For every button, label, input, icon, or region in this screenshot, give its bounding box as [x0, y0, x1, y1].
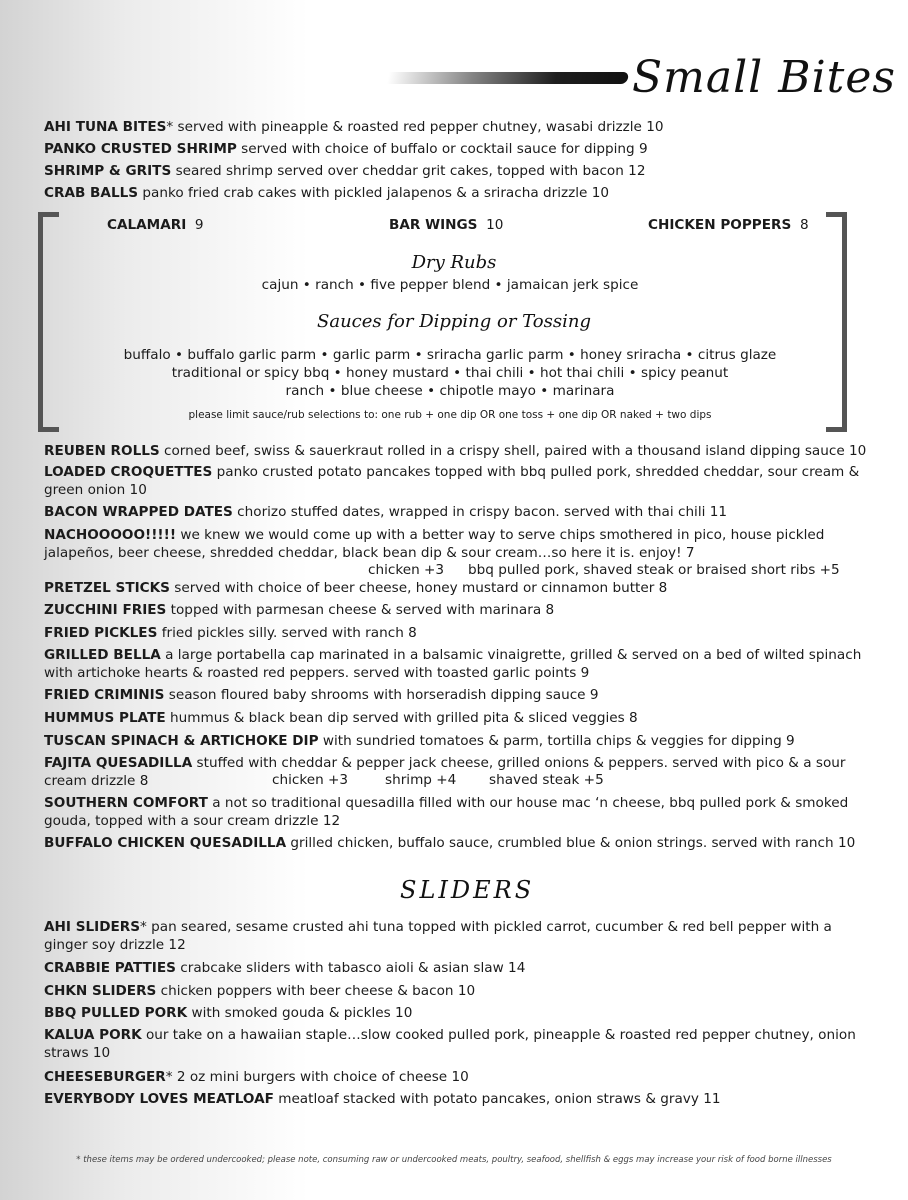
item-desc: panko crusted potato pancakes topped with bbq pulled pork, shredded cheddar, sour cream & green onion 10 [44, 464, 860, 498]
item-name: ZUCCHINI FRIES [44, 602, 167, 618]
menu-item-bar-wings [389, 217, 503, 233]
menu-item-calamari [107, 217, 204, 233]
item-name: HUMMUS PLATE [44, 710, 166, 726]
menu-item-panko-crusted-shrimp [44, 140, 864, 158]
item-desc: a not so traditional quesadilla filled with our house mac ‘n cheese, bbq pulled pork & smoked gouda, topped with a sour cream drizzle 12 [44, 795, 849, 829]
sauces-heading: Sauces for Dipping or Tossing [317, 311, 591, 332]
item-name: SHRIMP & GRITS [44, 163, 172, 179]
item-name: AHI TUNA BITES [44, 119, 167, 135]
item-desc: stuffed with cheddar & pepper jack cheese, grilled onions & peppers. served with pico & a sour cream drizzle 8 [44, 755, 846, 789]
item-name: BACON WRAPPED DATES [44, 504, 233, 520]
item-desc: served with choice of beer cheese, honey mustard or cinnamon butter 8 [169, 580, 668, 596]
item-desc: served with choice of buffalo or cocktail sauce for dipping 9 [236, 141, 648, 157]
menu-item-ahi-tuna-bites [44, 118, 864, 136]
menu-item-chicken-poppers [648, 217, 809, 233]
item-price: 9 [194, 217, 204, 233]
item-desc: crabcake sliders with tabasco aioli & asian slaw 14 [175, 960, 526, 976]
item-desc: * served with pineapple & roasted red pepper chutney, wasabi drizzle 10 [166, 119, 664, 135]
item-price: 8 [799, 217, 809, 233]
item-desc: * pan seared, sesame crusted ahi tuna topped with pickled carrot, cucumber & red bell pepper with a ginger soy drizzle 12 [44, 919, 832, 953]
item-desc: our take on a hawaiian staple…slow cooked pulled pork, pineapple & roasted red pepper chutney, onion straws 10 [44, 1027, 856, 1061]
item-desc: panko fried crab cakes with pickled jalapenos & a sriracha drizzle 10 [138, 185, 609, 201]
item-desc: chicken poppers with beer cheese & bacon 10 [156, 983, 476, 999]
item-name: CRABBIE PATTIES [44, 960, 176, 976]
menu-item-fried-pickles [44, 624, 864, 642]
menu-item-everybody-loves-meatloaf [44, 1090, 864, 1108]
item-name: BAR WINGS [389, 217, 478, 233]
menu-item-tuscan-spinach-artichoke-dip [44, 732, 864, 750]
menu-item-zucchini-fries [44, 601, 864, 619]
item-desc: a large portabella cap marinated in a balsamic vinaigrette, grilled & served on a bed of wilted spinach with artichoke hearts & roasted red peppers. served with toasted garlic points 9 [44, 647, 862, 681]
item-name: CRAB BALLS [44, 185, 139, 201]
item-desc: topped with parmesan cheese & served with marinara 8 [166, 602, 555, 618]
menu-item-bbq-pulled-pork [44, 1004, 864, 1022]
item-desc: fried pickles silly. served with ranch 8 [157, 625, 417, 641]
fajita-shrimp-addon: shrimp +4 [385, 772, 457, 788]
sliders-title: SLIDERS [400, 876, 535, 904]
sauces-line-1: buffalo • buffalo garlic parm • garlic parm • sriracha garlic parm • honey sriracha • citrus glaze [123, 347, 777, 363]
item-name: REUBEN ROLLS [44, 443, 160, 459]
item-name: FAJITA QUESADILLA [44, 755, 193, 771]
menu-item-reuben-rolls [44, 442, 867, 460]
menu-item-hummus-plate [44, 709, 864, 727]
menu-item-shrimp-and-grits [44, 162, 864, 180]
small-bites-title: Small Bites [632, 52, 896, 103]
item-desc: hummus & black bean dip served with grilled pita & sliced veggies 8 [165, 710, 638, 726]
sauces-line-3: ranch • blue cheese • chipotle mayo • marinara [285, 383, 615, 399]
item-name: CHKN SLIDERS [44, 983, 157, 999]
item-name: NACHOOOOO!!!!! [44, 527, 177, 543]
item-name: TUSCAN SPINACH & ARTICHOKE DIP [44, 733, 319, 749]
item-name: FRIED PICKLES [44, 625, 158, 641]
menu-item-southern-comfort [44, 794, 864, 830]
menu-item-ahi-sliders [44, 918, 864, 954]
sauce-limit-note: please limit sauce/rub selections to: one rub + one dip OR one toss + one dip OR naked + two dips [188, 409, 712, 421]
item-desc: we knew we would come up with a better way to serve chips smothered in pico, house pickled jalapeños, beer cheese, shredded cheddar, black bean dip & sour cream…so here it is. enjoy! 7 [44, 527, 825, 561]
menu-item-bacon-wrapped-dates [44, 503, 864, 521]
item-name: AHI SLIDERS [44, 919, 141, 935]
menu-item-chkn-sliders [44, 982, 864, 1000]
item-name: EVERYBODY LOVES MEATLOAF [44, 1091, 274, 1107]
menu-item-fried-criminis [44, 686, 864, 704]
nacho-protein-addon: bbq pulled pork, shaved steak or braised short ribs +5 [468, 562, 840, 578]
menu-item-pretzel-sticks [44, 579, 864, 597]
item-name: GRILLED BELLA [44, 647, 161, 663]
item-name: CHEESEBURGER [44, 1069, 166, 1085]
dry-rubs-list: cajun • ranch • five pepper blend • jamaican jerk spice [261, 277, 639, 293]
item-price: 10 [486, 217, 504, 233]
brush-stroke-decoration [387, 72, 630, 84]
item-desc: corned beef, swiss & sauerkraut rolled in a crispy shell, paired with a thousand island dipping sauce 10 [159, 443, 867, 459]
item-desc: meatloaf stacked with potato pancakes, onion straws & gravy 11 [273, 1091, 721, 1107]
undercooked-footnote: * these items may be ordered undercooked; please note, consuming raw or undercooked meats, poultry, seafood, shellfish & eggs may increase your risk of food borne illnesses [76, 1155, 832, 1165]
item-desc: seared shrimp served over cheddar grit cakes, topped with bacon 12 [171, 163, 646, 179]
item-desc: * 2 oz mini burgers with choice of cheese 10 [165, 1069, 469, 1085]
item-name: LOADED CROQUETTES [44, 464, 213, 480]
item-name: CALAMARI [107, 217, 187, 233]
item-name: KALUA PORK [44, 1027, 142, 1043]
menu-item-crabbie-patties [44, 959, 864, 977]
dry-rubs-heading: Dry Rubs [411, 252, 497, 273]
sauces-line-2: traditional or spicy bbq • honey mustard • thai chili • hot thai chili • spicy peanut [171, 365, 729, 381]
item-name: CHICKEN POPPERS [648, 217, 792, 233]
item-name: FRIED CRIMINIS [44, 687, 165, 703]
fajita-chicken-addon: chicken +3 [272, 772, 349, 788]
menu-item-kalua-pork [44, 1026, 864, 1062]
item-desc: chorizo stuffed dates, wrapped in crispy bacon. served with thai chili 11 [232, 504, 728, 520]
item-name: PANKO CRUSTED SHRIMP [44, 141, 237, 157]
menu-item-loaded-croquettes [44, 463, 864, 499]
item-desc: with smoked gouda & pickles 10 [187, 1005, 413, 1021]
item-name: PRETZEL STICKS [44, 580, 170, 596]
menu-item-crab-balls [44, 184, 864, 202]
menu-item-buffalo-chicken-quesadilla [44, 834, 864, 852]
item-desc: season floured baby shrooms with horseradish dipping sauce 9 [164, 687, 599, 703]
nacho-chicken-addon: chicken +3 [368, 562, 445, 578]
item-name: BBQ PULLED PORK [44, 1005, 188, 1021]
fajita-steak-addon: shaved steak +5 [489, 772, 604, 788]
item-desc: with sundried tomatoes & parm, tortilla chips & veggies for dipping 9 [318, 733, 795, 749]
item-name: SOUTHERN COMFORT [44, 795, 208, 811]
menu-item-cheeseburger [44, 1068, 864, 1086]
menu-item-grilled-bella [44, 646, 864, 682]
menu-item-nachooooo [44, 526, 864, 562]
item-name: BUFFALO CHICKEN QUESADILLA [44, 835, 287, 851]
item-desc: grilled chicken, buffalo sauce, crumbled blue & onion strings. served with ranch 10 [286, 835, 856, 851]
